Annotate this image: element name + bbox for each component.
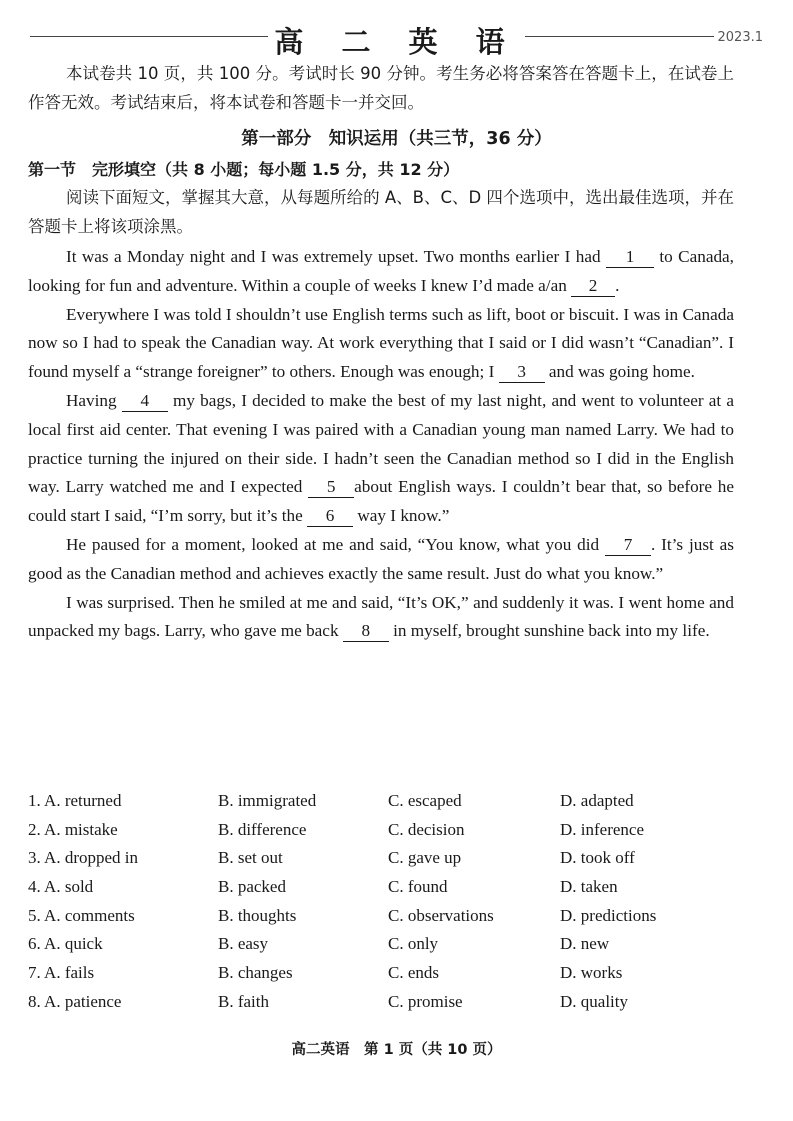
option-a: 4. A. sold — [28, 877, 94, 897]
option-c: C. decision — [388, 819, 465, 839]
option-row — [28, 963, 748, 992]
passage-paragraph-4: He paused for a moment, looked at me and said, “You know, what you did 7 . It’s just as good as the Canadian method and achieves exactly the same result. Just do what you know.” — [28, 534, 734, 583]
option-row — [28, 906, 748, 935]
blank-7: 7 — [605, 535, 651, 556]
option-d: D. quality — [560, 991, 628, 1011]
passage-paragraph-2: Everywhere I was told I shouldn’t use English terms such as lift, boot or biscuit. I was in Canada now so I had to speak the Canadian way. At work everything that I said or I did wasn’t “Canadian”. I found myself a “strange foreigner” to others. Enough was enough; I 3 and was going home. — [28, 304, 734, 382]
option-b: B. easy — [218, 934, 269, 954]
page-title: 高 二 英 语 — [0, 20, 793, 61]
blank-2: 2 — [571, 276, 615, 297]
option-b: B. packed — [218, 877, 286, 897]
exam-date: 2023.1 — [714, 30, 764, 45]
section-heading: 第一节 完形填空（共 8 小题；每小题 1.5 分，共 12 分） — [28, 160, 460, 179]
option-d: D. taken — [560, 877, 618, 897]
passage-paragraph-1: It was a Monday night and I was extremely upset. Two months earlier I had 1 to Canada, looking for fun and adventure. Within a couple of weeks I knew I’d made a/an 2 . — [28, 247, 734, 295]
option-row — [28, 820, 748, 849]
blank-6: 6 — [307, 506, 353, 527]
passage-paragraph-3: Having 4 my bags, I decided to make the best of my last night, and went to volunteer at a local first aid center. That evening I was paired with a Canadian young man named Larry. We had to practice turning the injured on their side. I hadn’t seen the Canadian method so I did in the English way. Larry watched me and I expected 5 about English ways. I couldn’t bear that, so before he could start I said, “I’m sorry, but it’s the 6 way I know.” — [28, 390, 734, 526]
cloze-directions: 阅读下面短文，掌握其大意，从每题所给的 A、B、C、D 四个选项中，选出最佳选项，并在答题卡上将该项涂黑。 — [28, 188, 734, 236]
option-row — [28, 877, 748, 906]
option-d: D. took off — [560, 848, 635, 868]
option-d: D. inference — [560, 819, 645, 839]
option-c: C. gave up — [388, 848, 462, 868]
option-c: C. escaped — [388, 791, 462, 810]
blank-3: 3 — [499, 362, 545, 383]
option-row — [28, 791, 748, 820]
blank-1: 1 — [606, 247, 654, 268]
answer-options — [28, 791, 748, 1021]
option-c: C. promise — [388, 991, 463, 1011]
option-b: B. set out — [218, 848, 283, 868]
exam-instructions: 本试卷共 10 页，共 100 分。考试时长 90 分钟。考生务必将答案答在答题卡上，在试卷上作答无效。考试结束后，将本试卷和答题卡一并交回。 — [28, 64, 734, 112]
option-a: 3. A. dropped in — [28, 848, 139, 868]
blank-4: 4 — [122, 391, 168, 412]
option-a: 5. A. comments — [28, 905, 135, 925]
option-b: B. changes — [218, 963, 293, 983]
option-a: 2. A. mistake — [28, 819, 118, 839]
option-b: B. difference — [218, 819, 307, 839]
option-b: B. thoughts — [218, 905, 297, 925]
option-c: C. observations — [388, 905, 494, 925]
blank-5: 5 — [308, 477, 354, 498]
option-c: C. found — [388, 877, 448, 897]
option-row — [28, 934, 748, 963]
option-c: C. ends — [388, 963, 439, 983]
option-a: 7. A. fails — [28, 963, 95, 983]
option-d: D. adapted — [560, 791, 634, 810]
option-c: C. only — [388, 934, 439, 954]
page-footer: 高二英语 第 1 页（共 10 页） — [291, 1042, 502, 1058]
option-a: 1. A. returned — [28, 791, 122, 810]
passage-paragraph-5: I was surprised. Then he smiled at me and said, “It’s OK,” and suddenly it was. I went home and unpacked my bags. Larry, who gave me back 8 in myself, brought sunshine back into my life. — [28, 592, 734, 641]
option-row — [28, 848, 748, 877]
blank-8: 8 — [343, 621, 389, 642]
option-d: D. predictions — [560, 905, 657, 925]
part-heading: 第一部分 知识运用（共三节，36 分） — [241, 129, 552, 149]
option-b: B. faith — [218, 991, 269, 1011]
option-a: 6. A. quick — [28, 934, 103, 954]
option-a: 8. A. patience — [28, 991, 122, 1011]
option-row — [28, 992, 748, 1021]
option-b: B. immigrated — [218, 791, 317, 810]
option-d: D. new — [560, 934, 610, 954]
option-d: D. works — [560, 963, 623, 983]
cloze-passage — [28, 243, 734, 646]
